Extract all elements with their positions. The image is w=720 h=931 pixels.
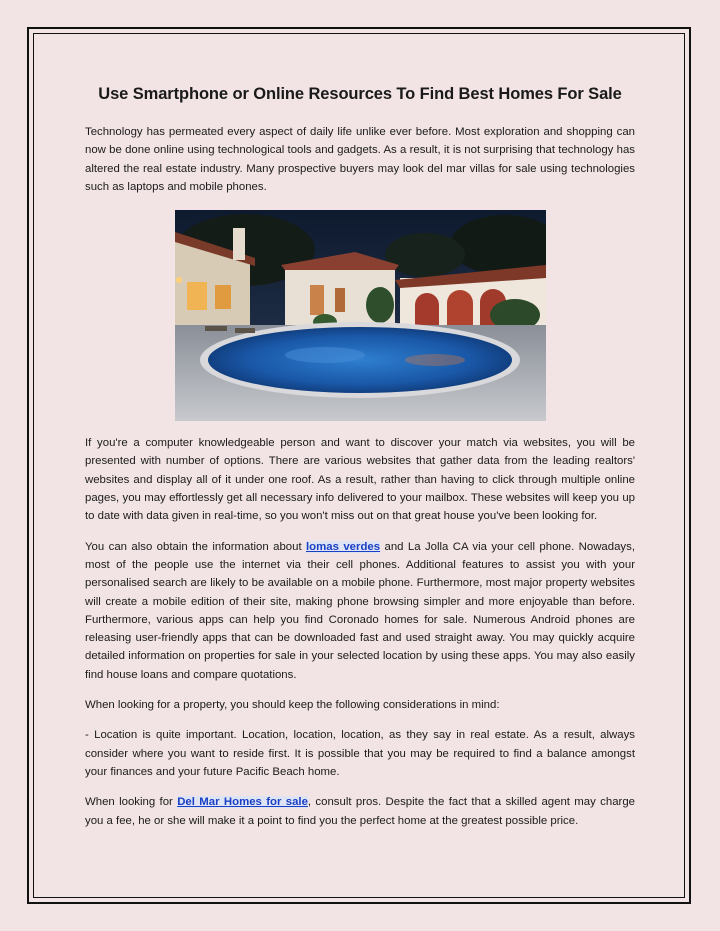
del-mar-homes-link[interactable]: Del Mar Homes for sale bbox=[177, 796, 308, 809]
paragraph-considerations: When looking for a property, you should keep the following considerations in mind: bbox=[85, 699, 500, 712]
paragraph-agents-text-end: , consult pros. Despite the fact that a skilled agent may charge you a fee, he or she will make it a point to find you the perfect home at the greatest possible price. bbox=[85, 796, 635, 827]
paragraph-mobile-text-start: You can also obtain the information about bbox=[85, 540, 307, 553]
paragraph-mobile-text-end: and La Jolla CA via your cell phone. Nowadays, most of the people use the internet via their cell phones. Additional features to assist you with your personalised search are likely to be available on a mobile phone. Furthermore, most major property websites will create a mobile edition of their site, making phone browsing simpler and more enjoyable than before. Furthermore, various apps can help you find Coronado homes for sale. Numerous Android phones are releasing user-friendly apps that can be downloaded fast and used straight away. You may quickly acquire detailed information on properties for sale in your selected location by using these apps. You may also easily find house loans and compare quotations. bbox=[85, 540, 635, 681]
lomas-verdes-link[interactable]: lomas verdes bbox=[306, 540, 381, 553]
paragraph-websites: If you're a computer knowledgeable person and want to discover your match via websites, you will be presented with number of options. There are various websites that gather data from the leading realtors' websites and display all of it under one roof. As a result, rather than having to click through multiple online pages, you may effortlessly get all necessary info delivered to your mailbox. These websites will keep you up to date with data given in real-time, so you won't miss out on that great house you've been looking for. bbox=[85, 437, 635, 523]
paragraph-location: - Location is quite important. Location, location, location, as they say in real estate. As a result, always consider where you want to reside first. It is possible that you may be required to find a balance amongst your finances and your future Pacific Beach home. bbox=[85, 729, 635, 778]
page-title: Use Smartphone or Online Resources To Find Best Homes For Sale bbox=[98, 85, 622, 103]
document-body bbox=[85, 85, 635, 830]
paragraph-agents bbox=[85, 793, 635, 830]
paragraph-mobile bbox=[85, 538, 635, 684]
villa-pool-photo bbox=[175, 210, 546, 421]
paragraph-agents-text-start: When looking for bbox=[85, 796, 178, 809]
paragraph-intro: Technology has permeated every aspect of daily life unlike ever before. Most exploration and shopping can now be done online using technological tools and gadgets. As a result, it is not surprising that technology has altered the real estate industry. Many prospective buyers may look del mar villas for sale using technologies such as laptops and mobile phones. bbox=[85, 126, 635, 193]
